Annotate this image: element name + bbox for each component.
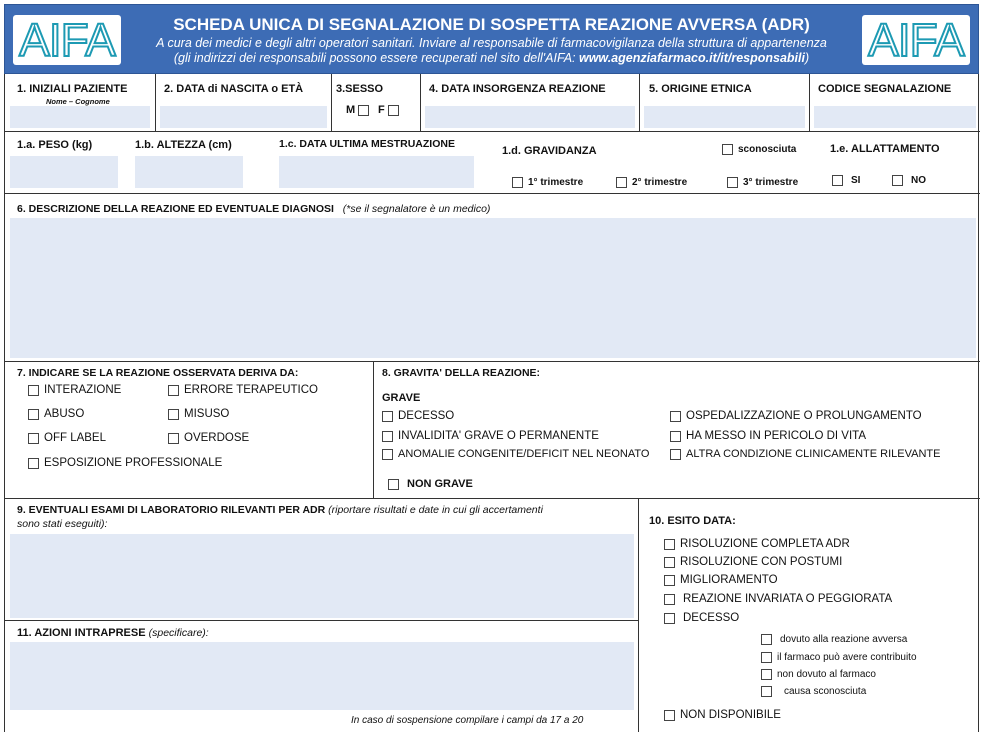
- col-divider: [420, 74, 421, 131]
- overdose-checkbox[interactable]: [168, 433, 179, 444]
- invariata-option[interactable]: [664, 593, 892, 605]
- ospedalizzazione-option[interactable]: [670, 410, 922, 422]
- section7-label: 7. INDICARE SE LA REAZIONE OSSERVATA DERIVA DA:: [17, 367, 299, 379]
- subtitle-line-1: A cura dei medici e degli altri operatori sanitari. Inviare al responsabile di farmacovigilanza della struttura di appartenenza: [156, 36, 827, 50]
- risoluzione-completa-checkbox[interactable]: [664, 539, 675, 550]
- dovuto-reazione-option[interactable]: [761, 634, 907, 645]
- trim2-checkbox[interactable]: [616, 177, 627, 188]
- altezza-field[interactable]: [135, 156, 243, 188]
- codice-label: CODICE SEGNALAZIONE: [818, 83, 952, 95]
- codice-field[interactable]: [814, 106, 976, 128]
- miglioramento-checkbox[interactable]: [664, 575, 675, 586]
- esami-laboratorio-field[interactable]: [10, 534, 634, 618]
- form-header: [4, 4, 979, 74]
- col-divider: [331, 74, 332, 131]
- mestruazione-label: 1.c. DATA ULTIMA MESTRUAZIONE: [279, 138, 455, 150]
- peso-field[interactable]: [10, 156, 118, 188]
- row-divider: [5, 361, 980, 362]
- row-divider: [5, 620, 638, 621]
- col-divider: [809, 74, 810, 131]
- farmaco-contribuito-label: il farmaco può avere contribuito: [777, 652, 917, 663]
- no-label: NO: [911, 175, 926, 186]
- off-label-label: OFF LABEL: [44, 432, 106, 444]
- dovuto-reazione-checkbox[interactable]: [761, 634, 772, 645]
- invalidita-option[interactable]: [382, 430, 599, 442]
- aifa-logo-right: [862, 15, 970, 65]
- sesso-f-option[interactable]: [378, 104, 404, 116]
- allattamento-no-option[interactable]: [892, 175, 926, 186]
- interazione-label: INTERAZIONE: [44, 384, 122, 396]
- pericolo-vita-option[interactable]: [670, 430, 866, 442]
- overdose-label: OVERDOSE: [184, 432, 250, 444]
- esposizione-label: ESPOSIZIONE PROFESSIONALE: [44, 457, 223, 469]
- invalidita-label: INVALIDITA' GRAVE O PERMANENTE: [398, 430, 599, 442]
- sesso-label: 3.SESSO: [336, 83, 384, 95]
- aifa-logo-text: AIFA: [868, 14, 964, 66]
- invalidita-checkbox[interactable]: [382, 431, 393, 442]
- allattamento-si-option[interactable]: [832, 175, 860, 186]
- interazione-checkbox[interactable]: [28, 385, 39, 396]
- altezza-label: 1.b. ALTEZZA (cm): [135, 139, 232, 151]
- risoluzione-postumi-label: RISOLUZIONE CON POSTUMI: [680, 556, 843, 568]
- section11-note: (specificare):: [148, 627, 209, 639]
- col-divider: [639, 74, 640, 131]
- responsabili-url[interactable]: www.agenziafarmaco.it/it/responsabili: [578, 51, 805, 65]
- row-divider: [5, 498, 980, 499]
- section9-note-line2: sono stati eseguiti):: [17, 518, 108, 530]
- esposizione-checkbox[interactable]: [28, 458, 39, 469]
- non-grave-option[interactable]: [388, 478, 473, 490]
- gravidanza-trim3-option[interactable]: [727, 177, 798, 188]
- ospedalizzazione-checkbox[interactable]: [670, 411, 681, 422]
- misuso-label: MISUSO: [184, 408, 230, 420]
- descrizione-reazione-field[interactable]: [10, 218, 976, 358]
- col-divider: [638, 498, 639, 732]
- risoluzione-postumi-checkbox[interactable]: [664, 557, 675, 568]
- trim1-checkbox[interactable]: [512, 177, 523, 188]
- iniziali-label: 1. INIZIALI PAZIENTE: [17, 83, 128, 95]
- form-subtitle: [125, 36, 858, 66]
- decesso-label: DECESSO: [398, 410, 455, 422]
- misuso-option[interactable]: [168, 408, 229, 420]
- risoluzione-postumi-option[interactable]: [664, 556, 842, 568]
- anomalie-label: ANOMALIE CONGENITE/DEFICIT NEL NEONATO: [398, 448, 650, 460]
- section11-title: 11. AZIONI INTRAPRESE: [17, 627, 146, 639]
- section9-title: 9. EVENTUALI ESAMI DI LABORATORIO RILEVANTI PER ADR: [17, 504, 326, 516]
- causa-sconosciuta-checkbox[interactable]: [761, 686, 772, 697]
- risoluzione-completa-label: RISOLUZIONE COMPLETA ADR: [680, 538, 850, 550]
- data-insorgenza-field[interactable]: [425, 106, 635, 128]
- form-title: SCHEDA UNICA DI SEGNALAZIONE DI SOSPETTA REAZIONE AVVERSA (ADR): [173, 15, 810, 34]
- non-grave-checkbox[interactable]: [388, 479, 399, 490]
- causa-sconosciuta-label: causa sconosciuta: [784, 686, 867, 697]
- trim3-checkbox[interactable]: [727, 177, 738, 188]
- off-label-option[interactable]: [28, 432, 106, 444]
- section6-note: (*se il segnalatore è un medico): [342, 203, 491, 215]
- section9-label: [17, 504, 543, 516]
- dovuto-reazione-label: dovuto alla reazione avversa: [780, 634, 908, 645]
- esito-decesso-label: DECESSO: [683, 612, 740, 624]
- sconosciuta-checkbox[interactable]: [722, 144, 733, 155]
- gravidanza-sconosciuta-option[interactable]: [722, 144, 796, 155]
- decesso-checkbox[interactable]: [382, 411, 393, 422]
- subtitle-suffix: ): [804, 51, 810, 65]
- abuso-label: ABUSO: [44, 408, 85, 420]
- invariata-label: REAZIONE INVARIATA O PEGGIORATA: [683, 593, 893, 605]
- decesso-option[interactable]: [382, 410, 454, 422]
- abuso-option[interactable]: [28, 408, 84, 420]
- miglioramento-option[interactable]: [664, 574, 778, 586]
- errore-terapeutico-label: ERRORE TERAPEUTICO: [184, 384, 318, 396]
- iniziali-sublabel: Nome – Cognome: [46, 97, 110, 106]
- invariata-checkbox[interactable]: [664, 594, 675, 605]
- origine-label: 5. ORIGINE ETNICA: [649, 83, 752, 95]
- altra-condizione-checkbox[interactable]: [670, 449, 681, 460]
- grave-label: GRAVE: [382, 392, 421, 404]
- allattamento-label: 1.e. ALLATTAMENTO: [830, 143, 940, 155]
- errore-terapeutico-option[interactable]: [168, 384, 318, 396]
- subtitle-line-2: [125, 51, 858, 66]
- row-divider: [5, 131, 980, 132]
- non-disponibile-label: NON DISPONIBILE: [680, 709, 781, 721]
- sesso-m-option[interactable]: [346, 104, 374, 116]
- sconosciuta-label: sconosciuta: [738, 144, 797, 155]
- non-dovuto-checkbox[interactable]: [761, 669, 772, 680]
- col-divider: [373, 361, 374, 498]
- altra-condizione-label: ALTRA CONDIZIONE CLINICAMENTE RILEVANTE: [686, 448, 941, 460]
- mestruazione-field[interactable]: [279, 156, 474, 188]
- sospensione-note: In caso di sospensione compilare i campi da 17 a 20: [351, 715, 584, 726]
- non-grave-label: NON GRAVE: [407, 478, 473, 490]
- sesso-m-checkbox[interactable]: [358, 105, 369, 116]
- risoluzione-completa-option[interactable]: [664, 538, 850, 550]
- sesso-f-label: F: [378, 104, 385, 116]
- peso-label: 1.a. PESO (kg): [17, 139, 93, 151]
- section9-note: (riportare risultati e date in cui gli accertamenti: [328, 504, 543, 516]
- col-divider: [155, 74, 156, 131]
- subtitle-prefix: (gli indirizzi dei responsabili possono essere recuperati nel sito dell'AIFA:: [173, 51, 579, 65]
- ospedalizzazione-label: OSPEDALIZZAZIONE O PROLUNGAMENTO: [686, 410, 922, 422]
- si-checkbox[interactable]: [832, 175, 843, 186]
- non-disponibile-option[interactable]: [664, 709, 781, 721]
- altra-condizione-option[interactable]: [670, 448, 940, 460]
- sesso-f-checkbox[interactable]: [388, 105, 399, 116]
- data-nascita-label: 2. DATA di NASCITA o ETÀ: [164, 83, 304, 95]
- iniziali-field[interactable]: [10, 106, 150, 128]
- row-divider: [5, 193, 980, 194]
- trim3-label: 3° trimestre: [743, 177, 799, 188]
- aifa-logo-text: AIFA: [19, 14, 115, 66]
- anomalie-checkbox[interactable]: [382, 449, 393, 460]
- off-label-checkbox[interactable]: [28, 433, 39, 444]
- esposizione-professionale-option[interactable]: [28, 457, 222, 469]
- pericolo-vita-checkbox[interactable]: [670, 431, 681, 442]
- esito-decesso-option[interactable]: [664, 612, 739, 624]
- miglioramento-label: MIGLIORAMENTO: [680, 574, 778, 586]
- sesso-m-label: M: [346, 104, 356, 116]
- adr-form: [4, 74, 979, 732]
- interazione-option[interactable]: [28, 384, 121, 396]
- section8-label: 8. GRAVITA' DELLA REAZIONE:: [382, 367, 541, 379]
- gravidanza-trim2-option[interactable]: [616, 177, 687, 188]
- overdose-option[interactable]: [168, 432, 249, 444]
- origine-field[interactable]: [644, 106, 805, 128]
- data-insorgenza-label: 4. DATA INSORGENZA REAZIONE: [429, 83, 606, 95]
- no-checkbox[interactable]: [892, 175, 903, 186]
- azioni-intraprese-field[interactable]: [10, 642, 634, 710]
- esito-decesso-checkbox[interactable]: [664, 613, 675, 624]
- pericolo-vita-label: HA MESSO IN PERICOLO DI VITA: [686, 430, 866, 442]
- section10-label: 10. ESITO DATA:: [649, 515, 736, 527]
- misuso-checkbox[interactable]: [168, 409, 179, 420]
- gravidanza-label: 1.d. GRAVIDANZA: [502, 145, 597, 157]
- non-dovuto-option[interactable]: [761, 669, 876, 680]
- aifa-logo-left: [13, 15, 121, 65]
- farmaco-contribuito-option[interactable]: [761, 652, 917, 663]
- section6-title: 6. DESCRIZIONE DELLA REAZIONE ED EVENTUALE DIAGNOSI: [17, 203, 334, 215]
- anomalie-option[interactable]: [382, 448, 649, 460]
- section11-label: [17, 627, 209, 639]
- trim2-label: 2° trimestre: [632, 177, 688, 188]
- section6-label: [17, 203, 490, 215]
- trim1-label: 1° trimestre: [528, 177, 584, 188]
- data-nascita-field[interactable]: [160, 106, 327, 128]
- non-disponibile-checkbox[interactable]: [664, 710, 675, 721]
- si-label: SI: [851, 175, 861, 186]
- farmaco-contribuito-checkbox[interactable]: [761, 652, 772, 663]
- section9-label-line2: [17, 518, 107, 530]
- non-dovuto-label: non dovuto al farmaco: [777, 669, 876, 680]
- errore-terapeutico-checkbox[interactable]: [168, 385, 179, 396]
- causa-sconosciuta-option[interactable]: [761, 686, 866, 697]
- abuso-checkbox[interactable]: [28, 409, 39, 420]
- gravidanza-trim1-option[interactable]: [512, 177, 583, 188]
